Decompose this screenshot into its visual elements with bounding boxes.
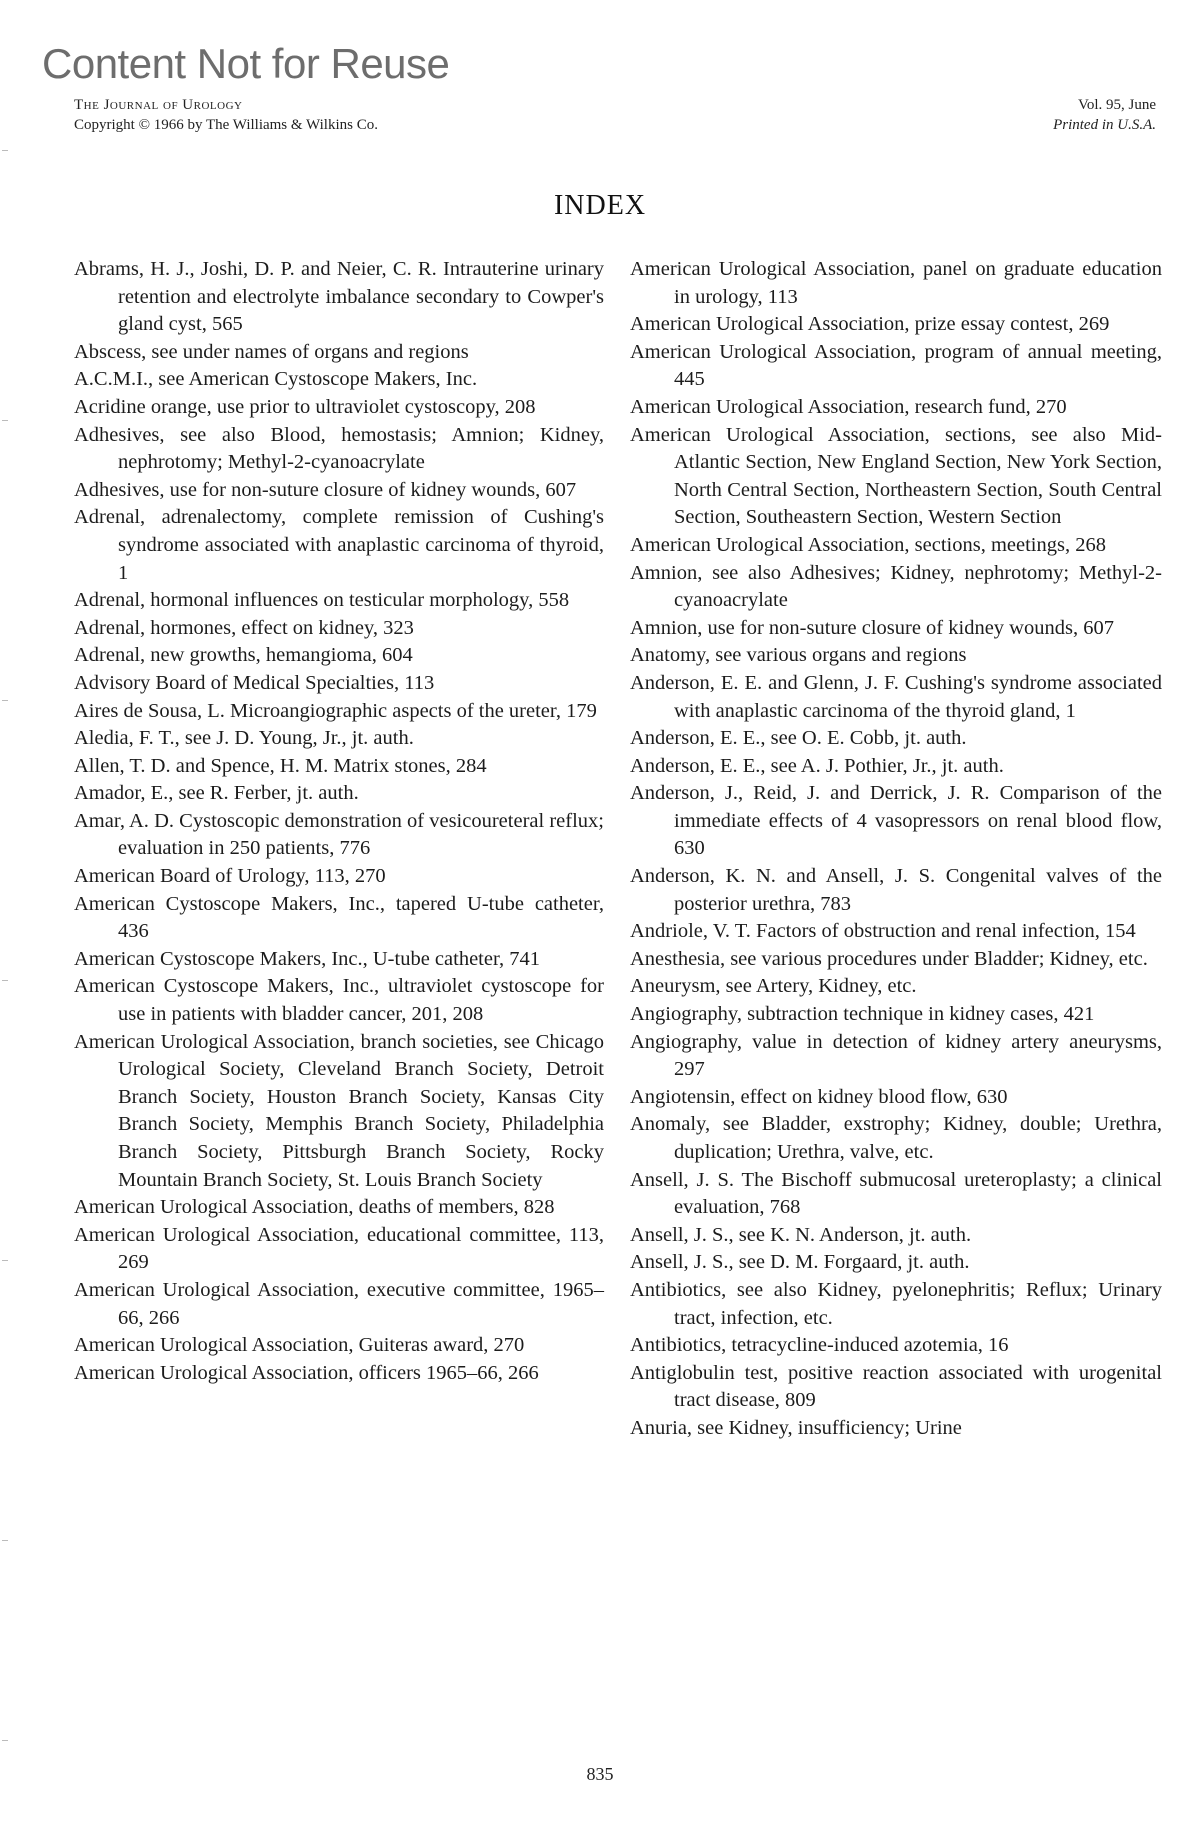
index-entry: Aneurysm, see Artery, Kidney, etc. xyxy=(630,975,917,998)
watermark: Content Not for Reuse xyxy=(42,40,450,87)
index-entry: American Urological Association, branch societies, see Chicago Urological Society, Cleveland Branch Society, Detroit Branch Society, Houston Branch Society, Kansas City Branch Society, Memphis Branch Society, Philadelphia Branch Society, Pittsburgh Branch Society, Rocky Mountain Branch Society, St. Louis Branch Society xyxy=(74,1030,604,1191)
index-entry: American Urological Association, deaths of members, 828 xyxy=(74,1196,555,1219)
index-entry: American Board of Urology, 113, 270 xyxy=(74,865,386,888)
index-entry: Aledia, F. T., see J. D. Young, Jr., jt. auth. xyxy=(74,727,414,750)
index-entry: Adhesives, see also Blood, hemostasis; Amnion; Kidney, nephrotomy; Methyl-2-cyanoacrylate xyxy=(74,423,604,474)
index-entry: Anderson, E. E., see O. E. Cobb, jt. auth. xyxy=(630,727,967,750)
index-entry: Abrams, H. J., Joshi, D. P. and Neier, C. R. Intrauterine urinary retention and electrolyte imbalance secondary to Cowper's gland cyst, 565 xyxy=(74,258,604,336)
index-entry: Adrenal, hormonal influences on testicular morphology, 558 xyxy=(74,589,570,612)
index-entry: Anuria, see Kidney, insufficiency; Urine xyxy=(630,1416,962,1439)
index-entry: American Urological Association, sections, meetings, 268 xyxy=(630,533,1106,556)
index-entry: Anderson, E. E. and Glenn, J. F. Cushing's syndrome associated with anaplastic carcinoma of the thyroid gland, 1 xyxy=(630,671,1162,722)
index-entry: Angiography, subtraction technique in kidney cases, 421 xyxy=(630,1003,1095,1026)
index-entry: Anderson, E. E., see A. J. Pothier, Jr., jt. auth. xyxy=(630,754,1004,777)
index-entry: Adrenal, adrenalectomy, complete remission of Cushing's syndrome associated with anaplastic carcinoma of thyroid, 1 xyxy=(74,506,604,584)
scan-edge-marks xyxy=(0,0,10,1838)
index-entry: American Urological Association, Guiteras award, 270 xyxy=(74,1334,525,1357)
page-number: 835 xyxy=(586,1764,614,1784)
index-entry: American Urological Association, officers 1965–66, 266 xyxy=(74,1361,539,1384)
printed-line: Printed in U.S.A. xyxy=(1053,117,1156,133)
index-entry: American Urological Association, prize essay contest, 269 xyxy=(630,313,1110,336)
index-entry: Anatomy, see various organs and regions xyxy=(630,644,967,667)
index-entry: Anderson, J., Reid, J. and Derrick, J. R. Comparison of the immediate effects of 4 vasopressors on renal blood flow, 630 xyxy=(630,782,1162,860)
index-entry: Amar, A. D. Cystoscopic demonstration of vesicoureteral reflux; evaluation in 250 patients, 776 xyxy=(74,809,604,860)
index-entry: Abscess, see under names of organs and regions xyxy=(74,340,469,363)
index-column-right xyxy=(630,256,1162,1443)
index-entry: Allen, T. D. and Spence, H. M. Matrix stones, 284 xyxy=(74,754,487,777)
index-entry: Amnion, use for non-suture closure of kidney wounds, 607 xyxy=(630,616,1114,639)
index-entry: American Urological Association, research fund, 270 xyxy=(630,395,1067,418)
index-entry: Aires de Sousa, L. Microangiographic aspects of the ureter, 179 xyxy=(74,699,597,722)
index-entry: Antiglobulin test, positive reaction associated with urogenital tract disease, 809 xyxy=(630,1361,1162,1412)
index-entry: American Urological Association, executive committee, 1965–66, 266 xyxy=(74,1278,604,1329)
index-column-left xyxy=(74,256,604,1387)
index-entry: Amnion, see also Adhesives; Kidney, nephrotomy; Methyl-2-cyanoacrylate xyxy=(630,561,1162,612)
volume-line: Vol. 95, June xyxy=(1077,97,1156,113)
index-entry: American Cystoscope Makers, Inc., tapered U-tube catheter, 436 xyxy=(74,892,604,943)
issue-header xyxy=(1053,95,1156,135)
index-entry: Ansell, J. S. The Bischoff submucosal ureteroplasty; a clinical evaluation, 768 xyxy=(630,1168,1162,1219)
journal-header xyxy=(74,95,378,135)
index-entry: Adhesives, use for non-suture closure of kidney wounds, 607 xyxy=(74,478,577,501)
index-entry: Anomaly, see Bladder, exstrophy; Kidney, double; Urethra, duplication; Urethra, valve, etc. xyxy=(630,1113,1162,1163)
index-entry: Adrenal, new growths, hemangioma, 604 xyxy=(74,644,413,667)
index-entry: Anderson, K. N. and Ansell, J. S. Congenital valves of the posterior urethra, 783 xyxy=(630,865,1162,915)
index-entry: Angiotensin, effect on kidney blood flow, 630 xyxy=(630,1085,1008,1108)
index-entry: Amador, E., see R. Ferber, jt. auth. xyxy=(74,782,359,805)
index-entry: Anesthesia, see various procedures under Bladder; Kidney, etc. xyxy=(630,947,1148,970)
index-entry: Antibiotics, tetracycline-induced azotemia, 16 xyxy=(630,1334,1009,1357)
index-entry: American Urological Association, panel on graduate education in urology, 113 xyxy=(630,258,1162,308)
journal-name: The Journal of Urology xyxy=(74,97,243,113)
copyright-line: Copyright © 1966 by The Williams & Wilkins Co. xyxy=(74,117,378,133)
index-entry: American Urological Association, educational committee, 113, 269 xyxy=(74,1223,604,1274)
index-entry: Antibiotics, see also Kidney, pyelonephritis; Reflux; Urinary tract, infection, etc. xyxy=(630,1278,1162,1329)
index-entry: American Cystoscope Makers, Inc., ultraviolet cystoscope for use in patients with bladder cancer, 201, 208 xyxy=(74,975,604,1026)
page-title: INDEX xyxy=(553,190,647,221)
index-entry: Acridine orange, use prior to ultraviolet cystoscopy, 208 xyxy=(74,395,536,418)
index-entry: American Cystoscope Makers, Inc., U-tube catheter, 741 xyxy=(74,947,540,970)
index-entry: Andriole, V. T. Factors of obstruction and renal infection, 154 xyxy=(630,920,1136,943)
index-entry: A.C.M.I., see American Cystoscope Makers, Inc. xyxy=(74,368,478,391)
index-entry: Ansell, J. S., see K. N. Anderson, jt. auth. xyxy=(630,1223,972,1246)
index-entry: American Urological Association, sections, see also Mid-Atlantic Section, New England Section, New York Section, North Central Section, Northeastern Section, South Central Section, Southeastern Section, Western Section xyxy=(630,423,1162,529)
index-entry: Adrenal, hormones, effect on kidney, 323 xyxy=(74,616,414,639)
index-entry: Ansell, J. S., see D. M. Forgaard, jt. auth. xyxy=(630,1251,970,1274)
index-entry: Advisory Board of Medical Specialties, 113 xyxy=(74,671,435,694)
index-entry: American Urological Association, program of annual meeting, 445 xyxy=(630,340,1162,391)
index-entry: Angiography, value in detection of kidney artery aneurysms, 297 xyxy=(630,1030,1162,1081)
